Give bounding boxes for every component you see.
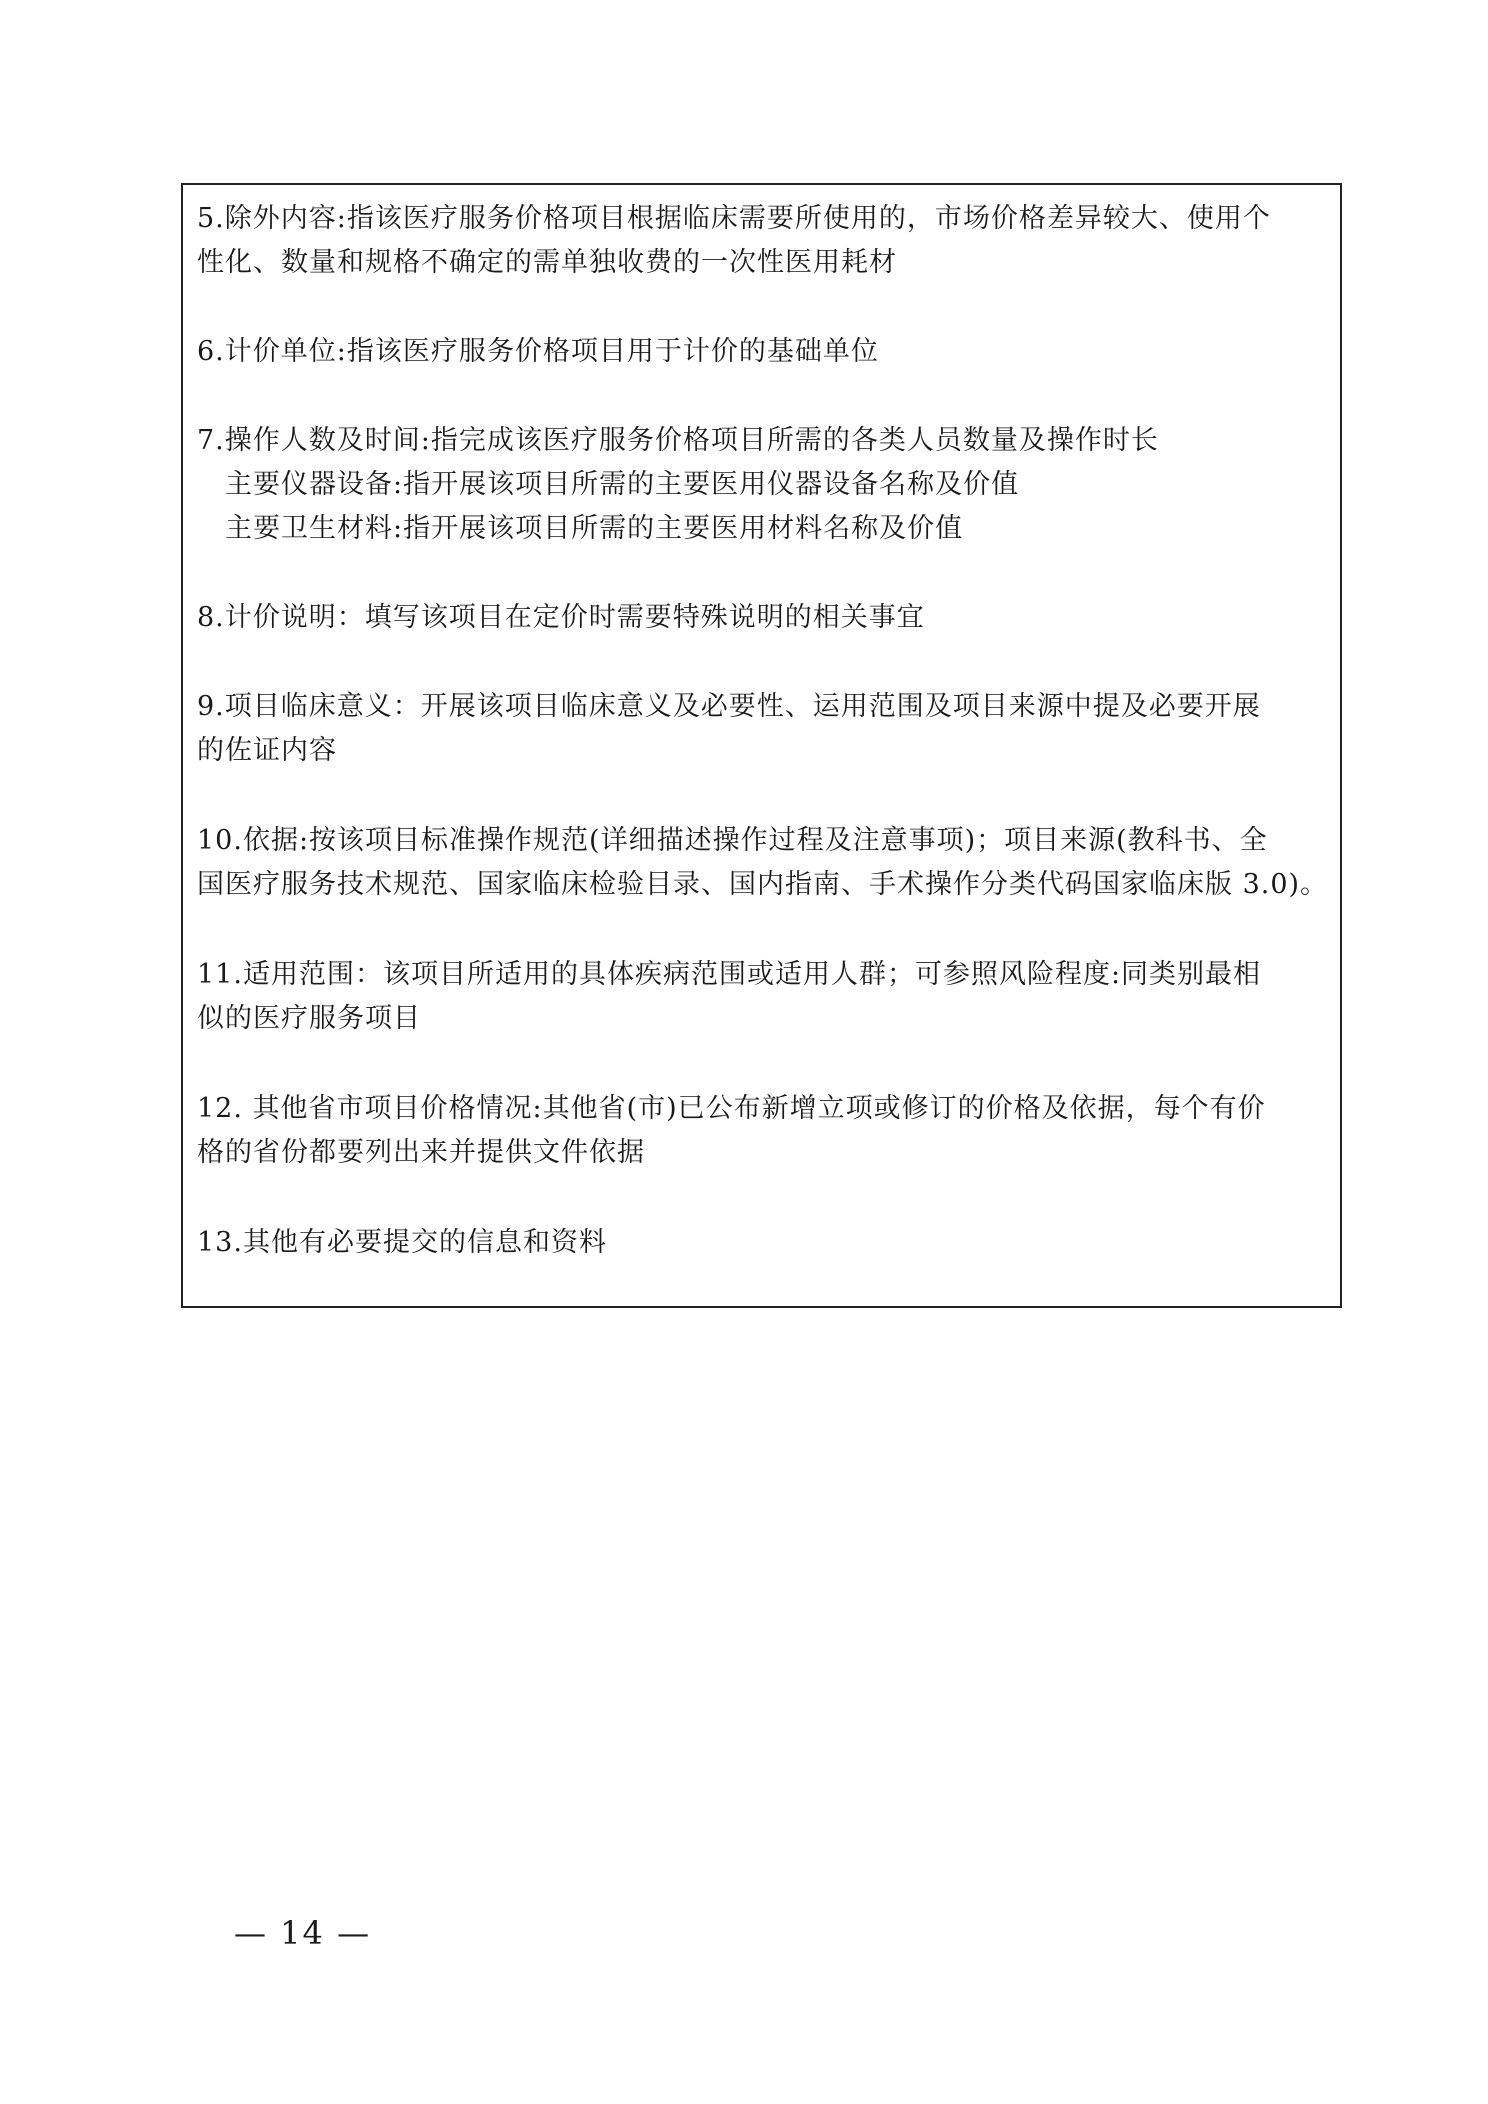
item-line: 5.除外内容:指该医疗服务价格项目根据临床需要所使用的，市场价格差异较大、使用个	[197, 203, 1271, 234]
item-6-pricing-unit	[197, 330, 1330, 374]
item-line: 国医疗服务技术规范、国家临床检验目录、国内指南、手术操作分类代码国家临床版 3.0)。	[197, 869, 1329, 900]
item-sub-line: 主要仪器设备:指开展该项目所需的主要医用仪器设备名称及价值	[225, 469, 1020, 500]
item-10-basis	[197, 819, 1330, 907]
item-line: 10.依据:按该项目标准操作规范(详细描述操作过程及注意事项)；项目来源(教科书、全	[197, 825, 1268, 856]
item-line: 性化、数量和规格不确定的需单独收费的一次性医用耗材	[197, 247, 897, 278]
item-line: 6.计价单位:指该医疗服务价格项目用于计价的基础单位	[197, 336, 879, 367]
item-line: 9.项目临床意义：开展该项目临床意义及必要性、运用范围及项目来源中提及必要开展	[197, 691, 1261, 722]
item-line: 格的省份都要列出来并提供文件依据	[197, 1137, 645, 1168]
item-12-other-provinces	[197, 1087, 1330, 1175]
item-9-clinical-significance	[197, 685, 1330, 773]
page-number: — 14 —	[234, 1914, 372, 1952]
content-box	[181, 183, 1342, 1308]
item-8-pricing-notes	[197, 596, 1330, 640]
item-line: 的佐证内容	[197, 735, 337, 766]
item-13-other-info	[197, 1221, 1330, 1265]
item-sub-line: 主要卫生材料:指开展该项目所需的主要医用材料名称及价值	[225, 513, 964, 544]
item-line: 13.其他有必要提交的信息和资料	[197, 1227, 607, 1258]
item-line: 11.适用范围：该项目所适用的具体疾病范围或适用人群；可参照风险程度:同类别最相	[197, 959, 1262, 990]
item-line: 8.计价说明：填写该项目在定价时需要特殊说明的相关事宜	[197, 602, 925, 633]
item-line: 12. 其他省市项目价格情况:其他省(市)已公布新增立项或修订的价格及依据，每个有价	[197, 1093, 1266, 1124]
item-11-scope	[197, 953, 1330, 1041]
item-line: 似的医疗服务项目	[197, 1003, 421, 1034]
item-line: 7.操作人数及时间:指完成该医疗服务价格项目所需的各类人员数量及操作时长	[197, 425, 1159, 456]
item-5-exclusions	[197, 197, 1330, 285]
item-7-operators-time	[197, 419, 1330, 551]
